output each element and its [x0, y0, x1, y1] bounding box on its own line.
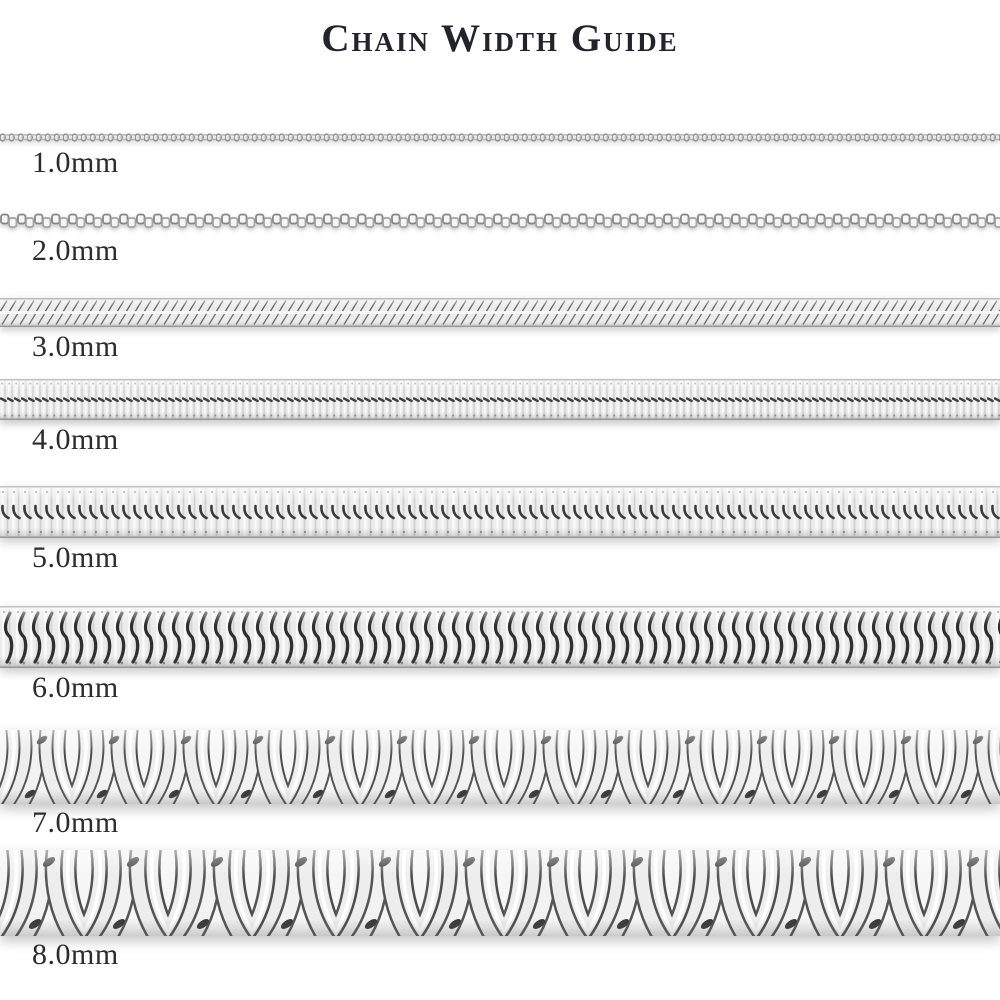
chain-sample-1mm [0, 130, 1000, 144]
width-label-1mm: 1.0mm [32, 146, 119, 179]
width-label-5mm: 5.0mm [32, 541, 119, 574]
chain-sample-2mm [0, 211, 1000, 231]
width-label-2mm: 2.0mm [32, 234, 119, 267]
width-label-4mm: 4.0mm [32, 423, 119, 456]
width-label-7mm: 7.0mm [32, 806, 119, 839]
page-title: Chain Width Guide [321, 17, 679, 60]
chain-sample-6mm [0, 606, 1000, 668]
chain-sample-5mm [0, 486, 1000, 538]
chain-sample-8mm [0, 850, 1000, 936]
chain-sample-7mm [0, 730, 1000, 804]
width-label-3mm: 3.0mm [32, 330, 119, 363]
width-label-8mm: 8.0mm [32, 938, 119, 971]
chain-sample-4mm [0, 379, 1000, 420]
width-label-6mm: 6.0mm [32, 671, 119, 704]
chain-sample-3mm [0, 298, 1000, 327]
